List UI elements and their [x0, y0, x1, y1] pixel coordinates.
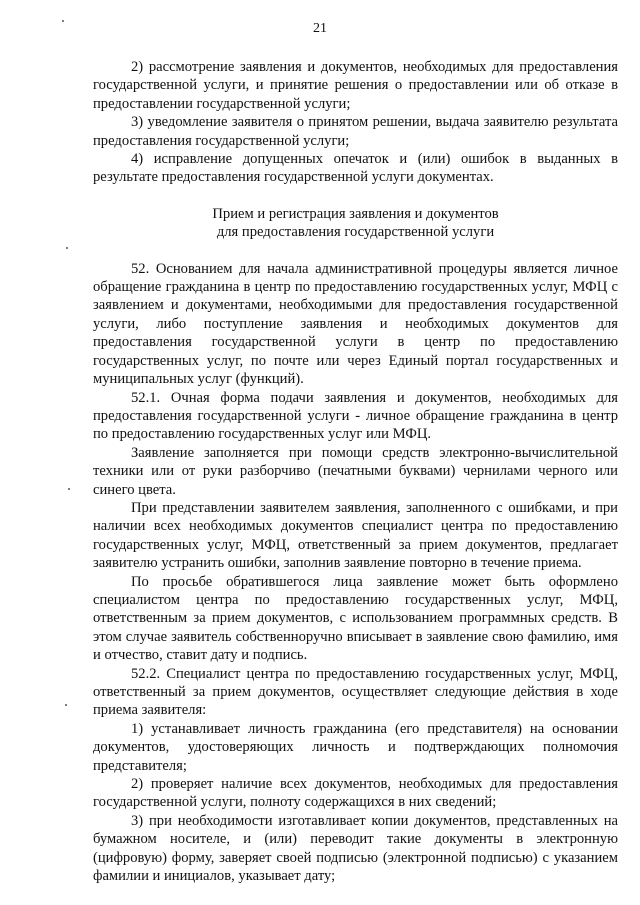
paragraph: 4) исправление допущенных опечаток и (или) ошибок в выданных в результате предоставления государственной услуги документах. — [93, 151, 618, 186]
paragraph: 52.1. Очная форма подачи заявления и документов, необходимых для предоставления государственной услуги - личное обращение гражданина в центр по предоставлению государственных услуг или МФЦ. — [93, 389, 618, 443]
spacer — [93, 242, 618, 260]
scan-speck — [68, 488, 70, 490]
paragraph: 1) устанавливает личность гражданина (его представителя) на основании документов, удостоверяющих личность и подтверждающих полномочия представителя; — [93, 720, 618, 774]
paragraph: 3) уведомление заявителя о принятом решении, выдача заявителю результата предоставления государственной услуги; — [93, 114, 618, 149]
paragraph: 2) рассмотрение заявления и документов, необходимых для предоставления государственной услуги, и принятие решения о предоставлении или об отказе в предоставлении государственной услуги; — [93, 59, 618, 112]
paragraph: При представлении заявителем заявления, заполненного с ошибками, и при наличии всех необходимых документов специалист центра по предоставлению государственных услуг, МФЦ, ответственный за прием документов, предлагает заявителю устранить ошибки, заполнив заявление повторно в течение приема. — [93, 499, 618, 572]
paragraph: Заявление заполняется при помощи средств электронно-вычислительной техники или от руки разборчиво (печатными буквами) чернилами черного или синего цвета. — [93, 444, 618, 498]
spacer — [93, 187, 618, 205]
document-body — [93, 58, 618, 885]
scan-speck — [66, 247, 68, 249]
scan-speck — [65, 704, 67, 706]
paragraph: По просьбе обратившегося лица заявление может быть оформлено специалистом центра по предоставлению государственных услуг, МФЦ, ответственным за прием документов, с использованием программных средств. В этом случае заявитель собственноручно вписывает в заявление свою фамилию, имя и отчество, ставит дату и подпись. — [93, 573, 618, 664]
scan-speck — [62, 20, 64, 22]
paragraph: 52.2. Специалист центра по предоставлению государственных услуг, МФЦ, ответственный за прием документов, осуществляет следующие действия в ходе приема заявителя: — [93, 665, 618, 719]
paragraph: 2) проверяет наличие всех документов, необходимых для предоставления государственной услуги, полноту содержащихся в них сведений; — [93, 776, 618, 811]
section-heading-line-1: Прием и регистрация заявления и документов — [212, 205, 499, 222]
paragraph: 3) при необходимости изготавливает копии документов, представленных на бумажном носителе, и (или) переводит такие документы в электронную (цифровую) форму, заверяет своей подписью (электронной подписью) с указанием фамилии и инициалов, указывает дату; — [93, 812, 618, 885]
paragraph: 52. Основанием для начала административной процедуры является личное обращение гражданина в центр по предоставлению государственных услуг, МФЦ с заявлением и документами, необходимыми для предоставления государственной услуги, либо поступление заявления и необходимых документов для предоставления государственной услуги в центр по предоставлению государственных услуг, по почте или через Единый портал государственных и муниципальных услуг (функций). — [93, 260, 618, 388]
section-heading-line-2: для предоставления государственной услуги — [216, 224, 495, 241]
page-number: 21 — [313, 21, 327, 36]
